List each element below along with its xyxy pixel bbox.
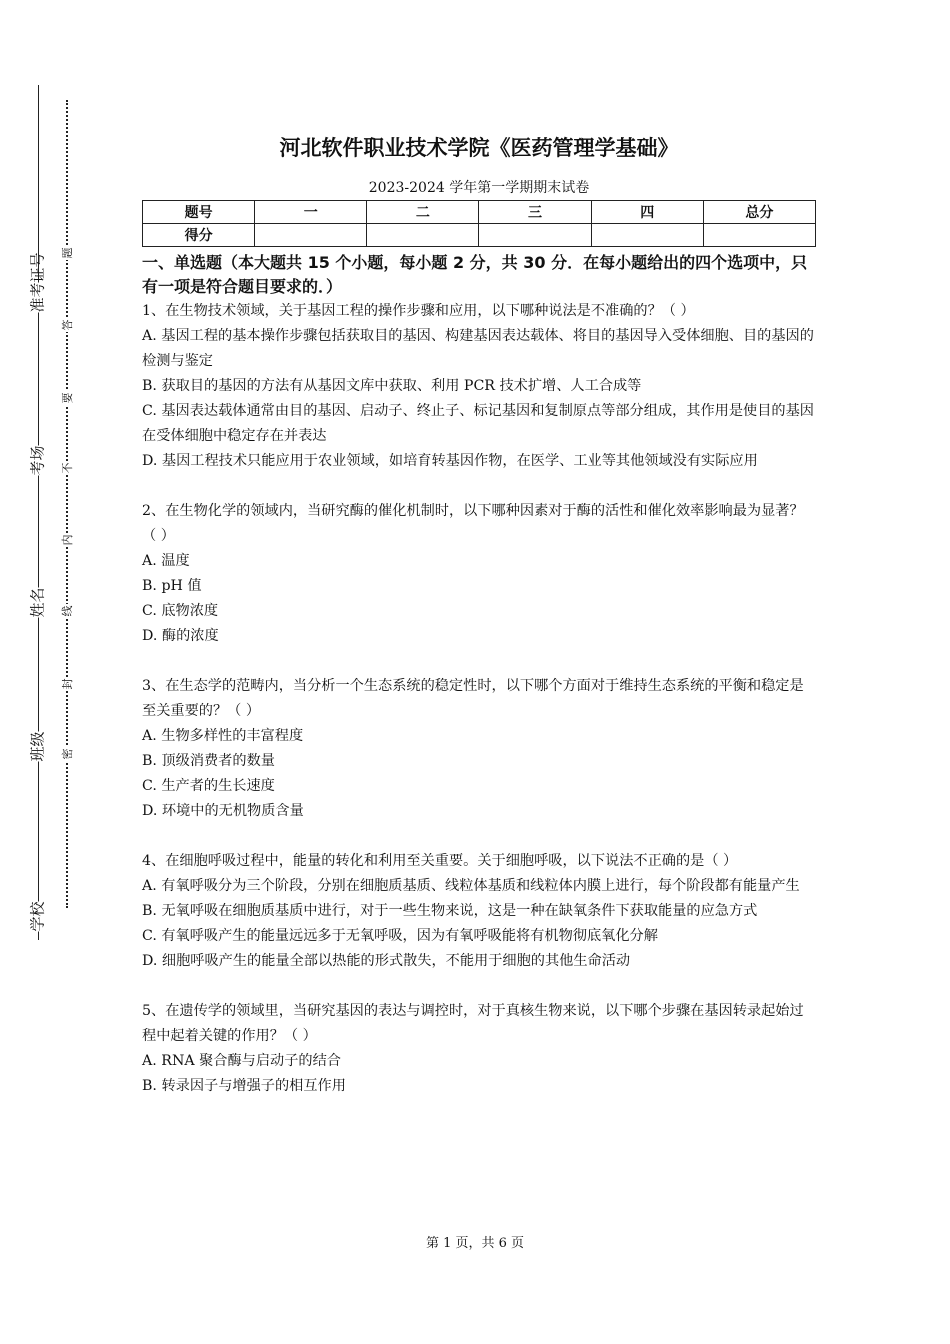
question-stem: 5、在遗传学的领域里，当研究基因的表达与调控时，对于真核生物来说，以下哪个步骤在基因转录起始过程中起着关键的作用？（ ） xyxy=(142,1003,804,1044)
question-option: D. 基因工程技术只能应用于农业领域，如培育转基因作物，在医学、工业等其他领域没有实际应用 xyxy=(142,453,758,469)
question-stem: 2、在生物化学的领域内，当研究酶的催化机制时，以下哪种因素对于酶的活性和催化效率影响最为显著？（ ） xyxy=(142,503,804,544)
binding-solid-line xyxy=(38,85,39,940)
score-table-score-row xyxy=(143,224,816,247)
section-heading: 一、单选题（本大题共 15 个小题，每小题 2 分，共 30 分．在每小题给出的四个选项中，只有一项是符合题目要求的．） xyxy=(142,253,808,296)
label-exam-number: 准考证号 xyxy=(28,252,47,313)
seal-char: 题 xyxy=(61,247,74,259)
question-option: B. 转录因子与增强子的相互作用 xyxy=(142,1078,346,1094)
label-exam-room: 考场 xyxy=(28,445,47,476)
question-option: A. 温度 xyxy=(142,553,190,569)
seal-char: 内 xyxy=(61,534,74,546)
score-row-label: 得分 xyxy=(143,224,255,247)
exam-subtitle: 2023-2024 学年第一学期期末试卷 xyxy=(368,180,590,196)
question-1 xyxy=(142,299,816,474)
score-header-cell: 二 xyxy=(367,201,479,224)
question-option: B. 无氧呼吸在细胞质基质中进行，对于一些生物来说，这是一种在缺氧条件下获取能量的应急方式 xyxy=(142,903,758,919)
question-option: D. 环境中的无机物质含量 xyxy=(142,803,304,819)
label-school: 学校 xyxy=(28,901,47,932)
score-header-cell: 题号 xyxy=(143,201,255,224)
question-option: C. 基因表达载体通常由目的基因、启动子、终止子、标记基因和复制原点等部分组成，其作用是使目的基因在受体细胞中稳定存在并表达 xyxy=(142,403,814,444)
question-2 xyxy=(142,499,816,649)
question-4 xyxy=(142,849,816,974)
seal-char: 答 xyxy=(61,319,74,331)
question-option: B. pH 值 xyxy=(142,578,202,594)
score-cell xyxy=(591,224,703,247)
score-table xyxy=(142,200,816,247)
score-cell xyxy=(255,224,367,247)
question-option: C. 生产者的生长速度 xyxy=(142,778,275,794)
score-cell xyxy=(367,224,479,247)
question-option: A. 生物多样性的丰富程度 xyxy=(142,728,304,744)
score-cell xyxy=(703,224,815,247)
question-spacer xyxy=(142,824,816,849)
question-option: C. 底物浓度 xyxy=(142,603,219,619)
seal-char: 封 xyxy=(61,678,74,690)
label-name: 姓名 xyxy=(28,587,47,618)
score-header-cell: 一 xyxy=(255,201,367,224)
seal-char: 要 xyxy=(61,392,74,404)
question-stem: 4、在细胞呼吸过程中，能量的转化和利用至关重要。关于细胞呼吸，以下说法不正确的是（ ） xyxy=(142,853,738,869)
seal-char: 线 xyxy=(61,605,74,617)
score-header-cell: 四 xyxy=(591,201,703,224)
score-cell xyxy=(479,224,591,247)
label-class: 班级 xyxy=(28,731,47,762)
question-5 xyxy=(142,999,816,1099)
question-spacer xyxy=(142,649,816,674)
page-footer: 第 1 页，共 6 页 xyxy=(425,1236,525,1251)
exam-content xyxy=(142,118,816,1099)
question-stem: 1、在生物技术领域，关于基因工程的操作步骤和应用，以下哪种说法是不准确的？（ ） xyxy=(142,303,695,319)
question-spacer xyxy=(142,474,816,499)
binding-margin xyxy=(0,0,100,1344)
score-table-header-row xyxy=(143,201,816,224)
question-option: B. 获取目的基因的方法有从基因文库中获取、利用 PCR 技术扩增、人工合成等 xyxy=(142,378,642,394)
seal-dotted-line xyxy=(66,100,68,908)
score-header-cell: 总分 xyxy=(703,201,815,224)
question-option: B. 顶级消费者的数量 xyxy=(142,753,275,769)
question-option: D. 酶的浓度 xyxy=(142,628,219,644)
question-option: A. 有氧呼吸分为三个阶段，分别在细胞质基质、线粒体基质和线粒体内膜上进行，每个阶段都有能量产生 xyxy=(142,878,800,894)
question-option: C. 有氧呼吸产生的能量远远多于无氧呼吸，因为有氧呼吸能将有机物彻底氧化分解 xyxy=(142,928,658,944)
question-stem: 3、在生态学的范畴内，当分析一个生态系统的稳定性时，以下哪个方面对于维持生态系统的平衡和稳定是至关重要的？（ ） xyxy=(142,678,804,719)
question-option: D. 细胞呼吸产生的能量全部以热能的形式散失，不能用于细胞的其他生命活动 xyxy=(142,953,631,969)
question-3 xyxy=(142,674,816,824)
question-option: A. RNA 聚合酶与启动子的结合 xyxy=(142,1053,341,1069)
seal-char: 密 xyxy=(61,748,74,760)
score-header-cell: 三 xyxy=(479,201,591,224)
seal-char: 不 xyxy=(61,462,74,474)
question-spacer xyxy=(142,974,816,999)
exam-title: 河北软件职业技术学院《医药管理学基础》 xyxy=(279,136,679,160)
question-option: A. 基因工程的基本操作步骤包括获取目的基因、构建基因表达载体、将目的基因导入受体细胞、目的基因的检测与鉴定 xyxy=(142,328,814,369)
